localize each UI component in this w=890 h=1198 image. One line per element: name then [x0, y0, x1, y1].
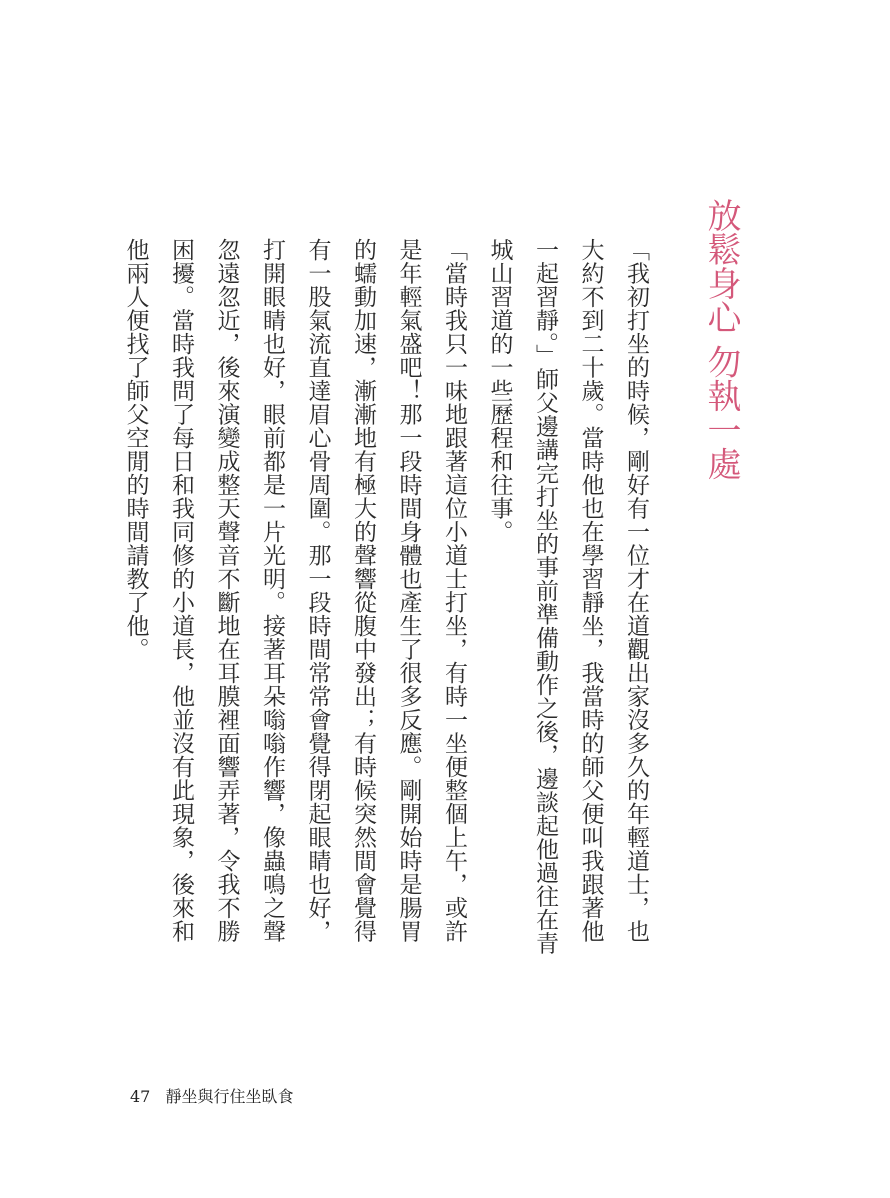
paragraph-2: 「當時我只一味地跟著這位小道士打坐，有時一坐便整個上午，或許是年輕氣盛吧！那一段時間身體也產生了很多反應。剛開始時是腸胃的蠕動加速，漸漸地有極大的聲響從腹中發出；有時候突然間會覺得有一股氣流直達眉心骨周圍。那一段時間常常會覺得閉起眼睛也好，打開眼睛也好，眼前都是一片光明。接著耳朵嗡嗡作響，像蟲鳴之聲忽遠忽近，後來演變成整天聲音不斷地在耳膜裡面響弄著，令我不勝困擾。當時我問了每日和我同修的小道長，他並沒有此現象，後來和他兩人便找了師父空閒的時間請教了他。: [122, 238, 467, 943]
page-footer: [130, 1084, 293, 1107]
paragraph-1: 「我初打坐的時候，剛好有一位才在道觀出家沒多久的年輕道士，也大約不到二十歲。當時他也在學習靜坐，我當時的師父便叫我跟著他一起習靜。」師父邊講完打坐的事前準備動作之後，邊談起他過往在青城山習道的一些歷程和往事。: [486, 238, 649, 955]
page-number: 47: [130, 1087, 151, 1106]
body-text: [122, 238, 658, 958]
book-title: 靜坐與行住坐臥食: [165, 1087, 294, 1106]
section-title: 放鬆身心 勿執一處: [701, 198, 741, 481]
